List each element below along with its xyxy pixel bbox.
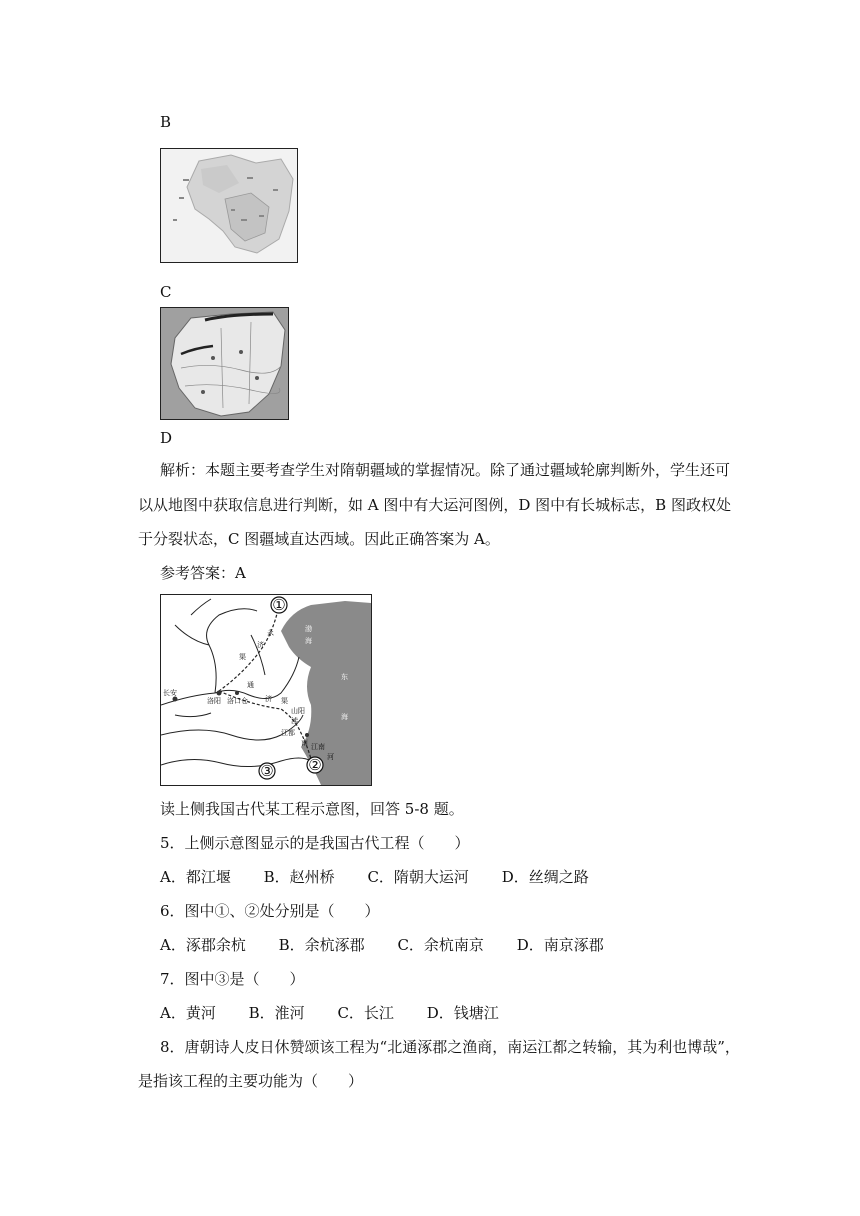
map-label: 渠 <box>281 697 288 705</box>
option: D．南京涿郡 <box>516 936 604 954</box>
question-7-stem: 7．图中③是（ ） <box>160 970 305 988</box>
map-label: 山阳 <box>291 707 305 715</box>
map-label: 渎 <box>291 717 298 725</box>
option: C．隋朝大运河 <box>367 868 469 886</box>
map-label: 河 <box>327 753 334 761</box>
analysis-line-2: 以从地图中获取信息进行判断，如 A 图中有大运河图例，D 图中有长城标志，B 图政权处 <box>138 496 731 514</box>
question-6-stem: 6．图中①、②处分别是（ ） <box>160 902 380 920</box>
option: A．黄河 <box>160 1004 216 1022</box>
option: A．都江堰 <box>160 868 231 886</box>
analysis-line-3: 于分裂状态，C 图疆域直达西域。因此正确答案为 A。 <box>138 530 500 548</box>
map-label: 通 <box>247 681 254 689</box>
option: C．长江 <box>337 1004 394 1022</box>
map-label: 长安 <box>163 689 177 697</box>
option-label-d: D <box>160 429 173 447</box>
option: D．钱塘江 <box>426 1004 499 1022</box>
marker-3: ③ <box>260 762 274 780</box>
map-label: 济 <box>265 695 272 703</box>
map-b-image <box>160 148 298 263</box>
map-c-image <box>160 307 289 420</box>
question-8-line-2: 是指该工程的主要功能为（ ） <box>138 1072 364 1090</box>
map-label: 洛阳 <box>207 697 221 705</box>
question-6-options <box>160 935 632 955</box>
question-intro: 读上侧我国古代某工程示意图，回答 5-8 题。 <box>160 800 464 818</box>
analysis-line-1: 解析：本题主要考查学生对隋朝疆域的掌握情况。除了通过疆域轮廓判断外，学生还可 <box>160 461 731 479</box>
question-7-options <box>160 1003 527 1023</box>
map-label: 江都 <box>281 729 295 737</box>
option: B．余杭涿郡 <box>278 936 365 954</box>
option: B．淮河 <box>248 1004 305 1022</box>
option: A．涿郡余杭 <box>160 936 246 954</box>
option-label-b: B <box>160 113 172 131</box>
map-label: 江南 <box>311 743 325 751</box>
question-8-line-1: 8．唐朝诗人皮日休赞颂该工程为“北通涿郡之渔商，南运江都之转输，其为利也博哉”， <box>160 1038 740 1056</box>
map-label: 海 <box>305 637 312 645</box>
canal-map-image <box>160 594 372 786</box>
map-label: 永 <box>267 629 274 637</box>
option: C．余杭南京 <box>397 936 484 954</box>
map-label: 海 <box>341 713 348 721</box>
map-label: 洛口仓 <box>227 697 248 705</box>
question-5-options <box>160 867 617 887</box>
question-5-stem: 5．上侧示意图显示的是我国古代工程（ ） <box>160 834 470 852</box>
reference-answer: 参考答案：A <box>160 564 246 582</box>
marker-2: ② <box>308 756 322 774</box>
map-label: 渠 <box>239 653 246 661</box>
map-label: 东 <box>341 673 348 681</box>
map-label: 济 <box>257 641 264 649</box>
option: B．赵州桥 <box>263 868 335 886</box>
map-label: 南 <box>301 739 308 747</box>
option: D．丝绸之路 <box>501 868 589 886</box>
marker-1: ① <box>272 596 286 614</box>
option-label-c: C <box>160 283 172 301</box>
map-label: 渤 <box>305 625 312 633</box>
